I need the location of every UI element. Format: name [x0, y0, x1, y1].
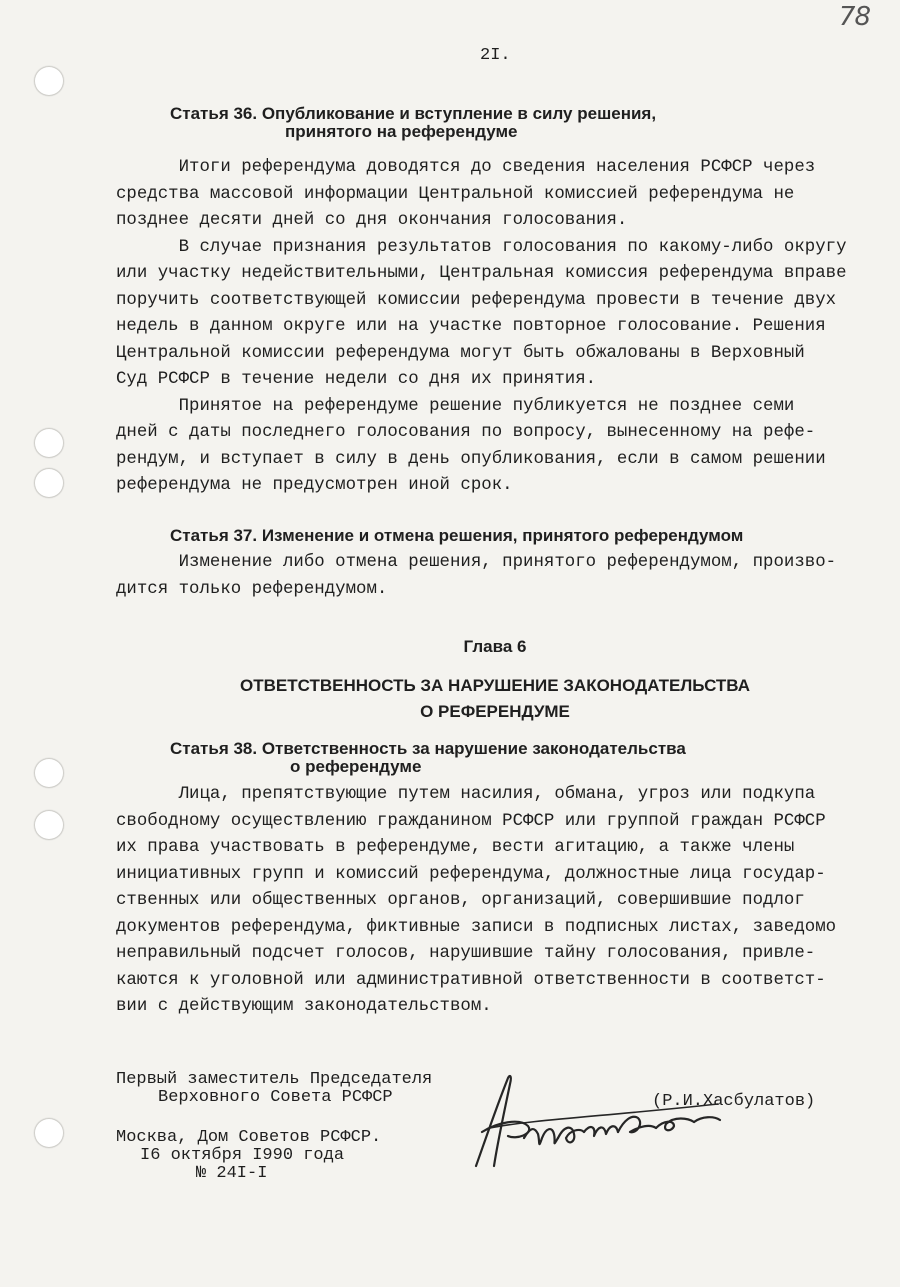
- article-36-title: [170, 105, 656, 141]
- chapter-title-line1: ОТВЕТСТВЕННОСТЬ ЗА НАРУШЕНИЕ ЗАКОНОДАТЕЛЬСТВА: [239, 676, 751, 695]
- text-line: дней с даты последнего голосования по вопросу, вынесенному на рефе-: [116, 423, 816, 442]
- text-line: рендум, и вступает в силу в день опубликования, если в самом решении: [116, 449, 826, 469]
- article-37-body: [116, 550, 876, 603]
- text-line: В случае признания результатов голосования по какому-либо округу: [116, 237, 847, 257]
- text-line: референдума не предусмотрен иной срок.: [116, 476, 513, 495]
- article-38-title: [170, 740, 686, 776]
- binder-hole: [34, 1118, 64, 1148]
- text-line: Изменение либо отмена решения, принятого референдумом, произво-: [116, 553, 837, 572]
- chapter-title-line2: О РЕФЕРЕНДУМЕ: [420, 702, 570, 721]
- text-line: Принятое на референдуме решение публикуется не позднее семи: [116, 396, 795, 416]
- text-line: ственных или общественных органов, организаций, совершившие подлог: [116, 891, 805, 910]
- binder-hole: [34, 810, 64, 840]
- article-36-title-line2: принятого на референдуме: [285, 122, 518, 141]
- signing-date: I6 октября I990 года: [140, 1146, 345, 1165]
- text-line: позднее десяти дней со дня окончания голосования.: [116, 211, 628, 230]
- text-line: вии с действующим законодательством.: [116, 997, 492, 1016]
- text-line: свободному осуществлению гражданином РСФСР или группой граждан РСФСР: [116, 811, 826, 831]
- text-line: поручить соответствующей комиссии референдума провести в течение двух: [116, 290, 837, 310]
- article-38-title-line2: о референдуме: [290, 757, 422, 776]
- document-number: № 24I-I: [196, 1164, 268, 1183]
- text-line: Итоги референдума доводятся до сведения населения РСФСР через: [116, 158, 816, 177]
- text-line: средства массовой информации Центральной комиссией референдума не: [116, 184, 795, 204]
- binder-hole: [34, 428, 64, 458]
- article-36-title-line1: Статья 36. Опубликование и вступление в силу решения,: [170, 104, 657, 123]
- archive-number: 78: [838, 2, 870, 32]
- text-line: инициативных групп и комиссий референдума, должностные лица государ-: [116, 864, 826, 884]
- article-38-title-line1: Статья 38. Ответственность за нарушение законодательства: [170, 739, 686, 758]
- signatory-position-line2: Верховного Совета РСФСР: [158, 1088, 393, 1107]
- binder-hole: [34, 468, 64, 498]
- binder-hole: [34, 758, 64, 788]
- text-line: документов референдума, фиктивные записи в подписных листах, заведомо: [116, 917, 837, 937]
- article-38-body: [116, 782, 876, 1021]
- article-36-body: [116, 155, 876, 500]
- signatory-position-line1: Первый заместитель Председателя: [116, 1070, 433, 1089]
- text-line: Центральной комиссии референдума могут быть обжалованы в Верховный: [116, 343, 805, 363]
- text-line: или участку недействительными, Центральная комиссия референдума вправе: [116, 264, 847, 283]
- text-line: дится только референдумом.: [116, 579, 388, 599]
- text-line: каются к уголовной или административной ответственности в соответст-: [116, 970, 826, 990]
- text-line: Лица, препятствующие путем насилия, обмана, угроз или подкупа: [116, 785, 816, 804]
- signatory-name: (Р.И.Хасбулатов): [652, 1092, 816, 1111]
- chapter-label: Глава 6: [463, 637, 527, 656]
- binder-hole: [34, 66, 64, 96]
- article-37-title: Статья 37. Изменение и отмена решения, принятого референдумом: [170, 526, 744, 545]
- text-line: Суд РСФСР в течение недели со дня их принятия.: [116, 370, 597, 389]
- text-line: недель в данном округе или на участке повторное голосование. Решения: [116, 317, 826, 336]
- signing-place: Москва, Дом Советов РСФСР.: [116, 1128, 382, 1147]
- text-line: неправильный подсчет голосов, нарушившие тайну голосования, привле-: [116, 944, 816, 963]
- page-number: 2I.: [480, 46, 511, 65]
- handwritten-signature: [468, 1068, 738, 1173]
- text-line: их права участвовать в референдуме, вести агитацию, а также члены: [116, 838, 795, 857]
